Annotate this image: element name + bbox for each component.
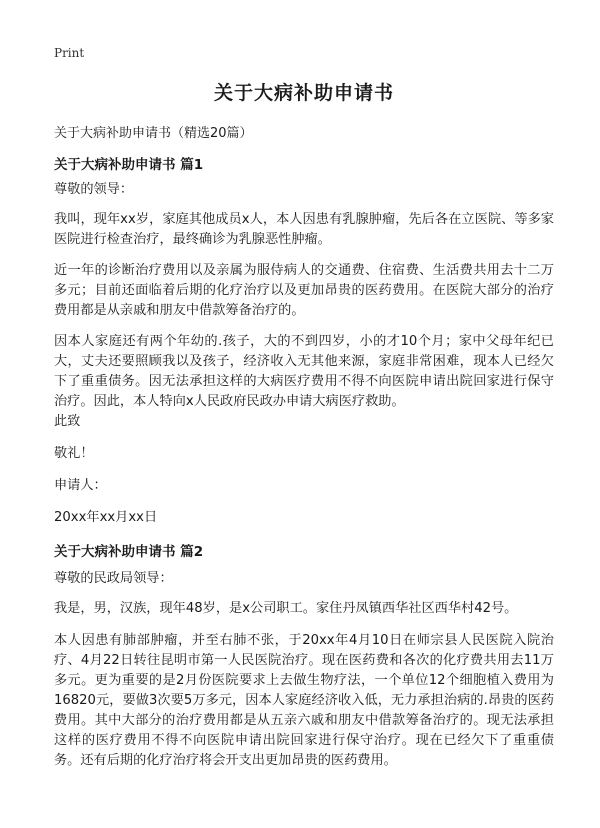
section1-closing-1: 此致 xyxy=(54,414,81,429)
section1-applicant: 申请人： xyxy=(54,478,107,493)
section1-closing-2: 敬礼！ xyxy=(54,446,94,461)
section2-greeting: 尊敬的民政局领导： xyxy=(54,571,173,586)
section1-greeting: 尊敬的领导： xyxy=(54,182,134,197)
section1-paragraph-1: 我叫，现年xx岁，家庭其他成员x人，本人因患有乳腺肿瘤，先后各在立医院、等多家医院进行检查治疗，最终确诊为乳腺恶性肿瘤。 xyxy=(54,212,554,247)
section1-paragraph-3: 因本人家庭还有两个年幼的.孩子，大的不到四岁，小的才10个月；家中父母年纪已大，丈夫还要照顾我以及孩子，经济收入无其他来源，家庭非常困难，现本人已经欠下了重重债务。因无法承担这样的大病医疗费用不得不向医院申请出院回家进行保守治疗。因此，本人特向x人民政府民政办申请大病医疗救助。 xyxy=(54,334,554,409)
print-label: Print xyxy=(54,46,85,60)
section2-paragraph-2: 本人因患有肺部肿瘤，并至右肺不张，于20xx年4月10日在师宗县人民医院入院治疗、4月22日转往昆明市第一人民医院治疗。现在医药费和各次的化疗费共用去11万多元。更为重要的是2月份医院要求上去做生物疗法，一个单位12个细胞植入费用为16820元，要做3次要5万多元，因本人家庭经济收入低，无力承担治病的.昂贵的医药费用。其中大部分的治疗费用都是从五亲六戚和朋友中借款筹备治疗的。现无法承担这样的医疗费用不得不向医院申请出院回家进行保守治疗。现在已经欠下了重重债务。还有后期的化疗治疗将会开支出更加昂贵的医药费用。 xyxy=(54,633,554,768)
document-title: 关于大病补助申请书 xyxy=(213,82,394,104)
section2-paragraph-1: 我是，男，汉族，现年48岁，是x公司职工。家住丹凤镇西华社区西华村42号。 xyxy=(54,601,518,616)
section1-heading: 关于大病补助申请书 篇1 xyxy=(54,157,204,173)
section2-heading: 关于大病补助申请书 篇2 xyxy=(54,544,204,560)
section1-paragraph-2: 近一年的诊断治疗费用以及亲属为服侍病人的交通费、住宿费、生活费共用去十二万多元；目前还面临着后期的化疗治疗以及更加昂贵的医药费用。在医院大部分的治疗费用都是从亲戚和朋友中借款筹备治疗的。 xyxy=(54,263,554,318)
section1-date: 20xx年xx月xx日 xyxy=(54,510,158,525)
document-subtitle: 关于大病补助申请书（精选20篇） xyxy=(54,126,253,141)
